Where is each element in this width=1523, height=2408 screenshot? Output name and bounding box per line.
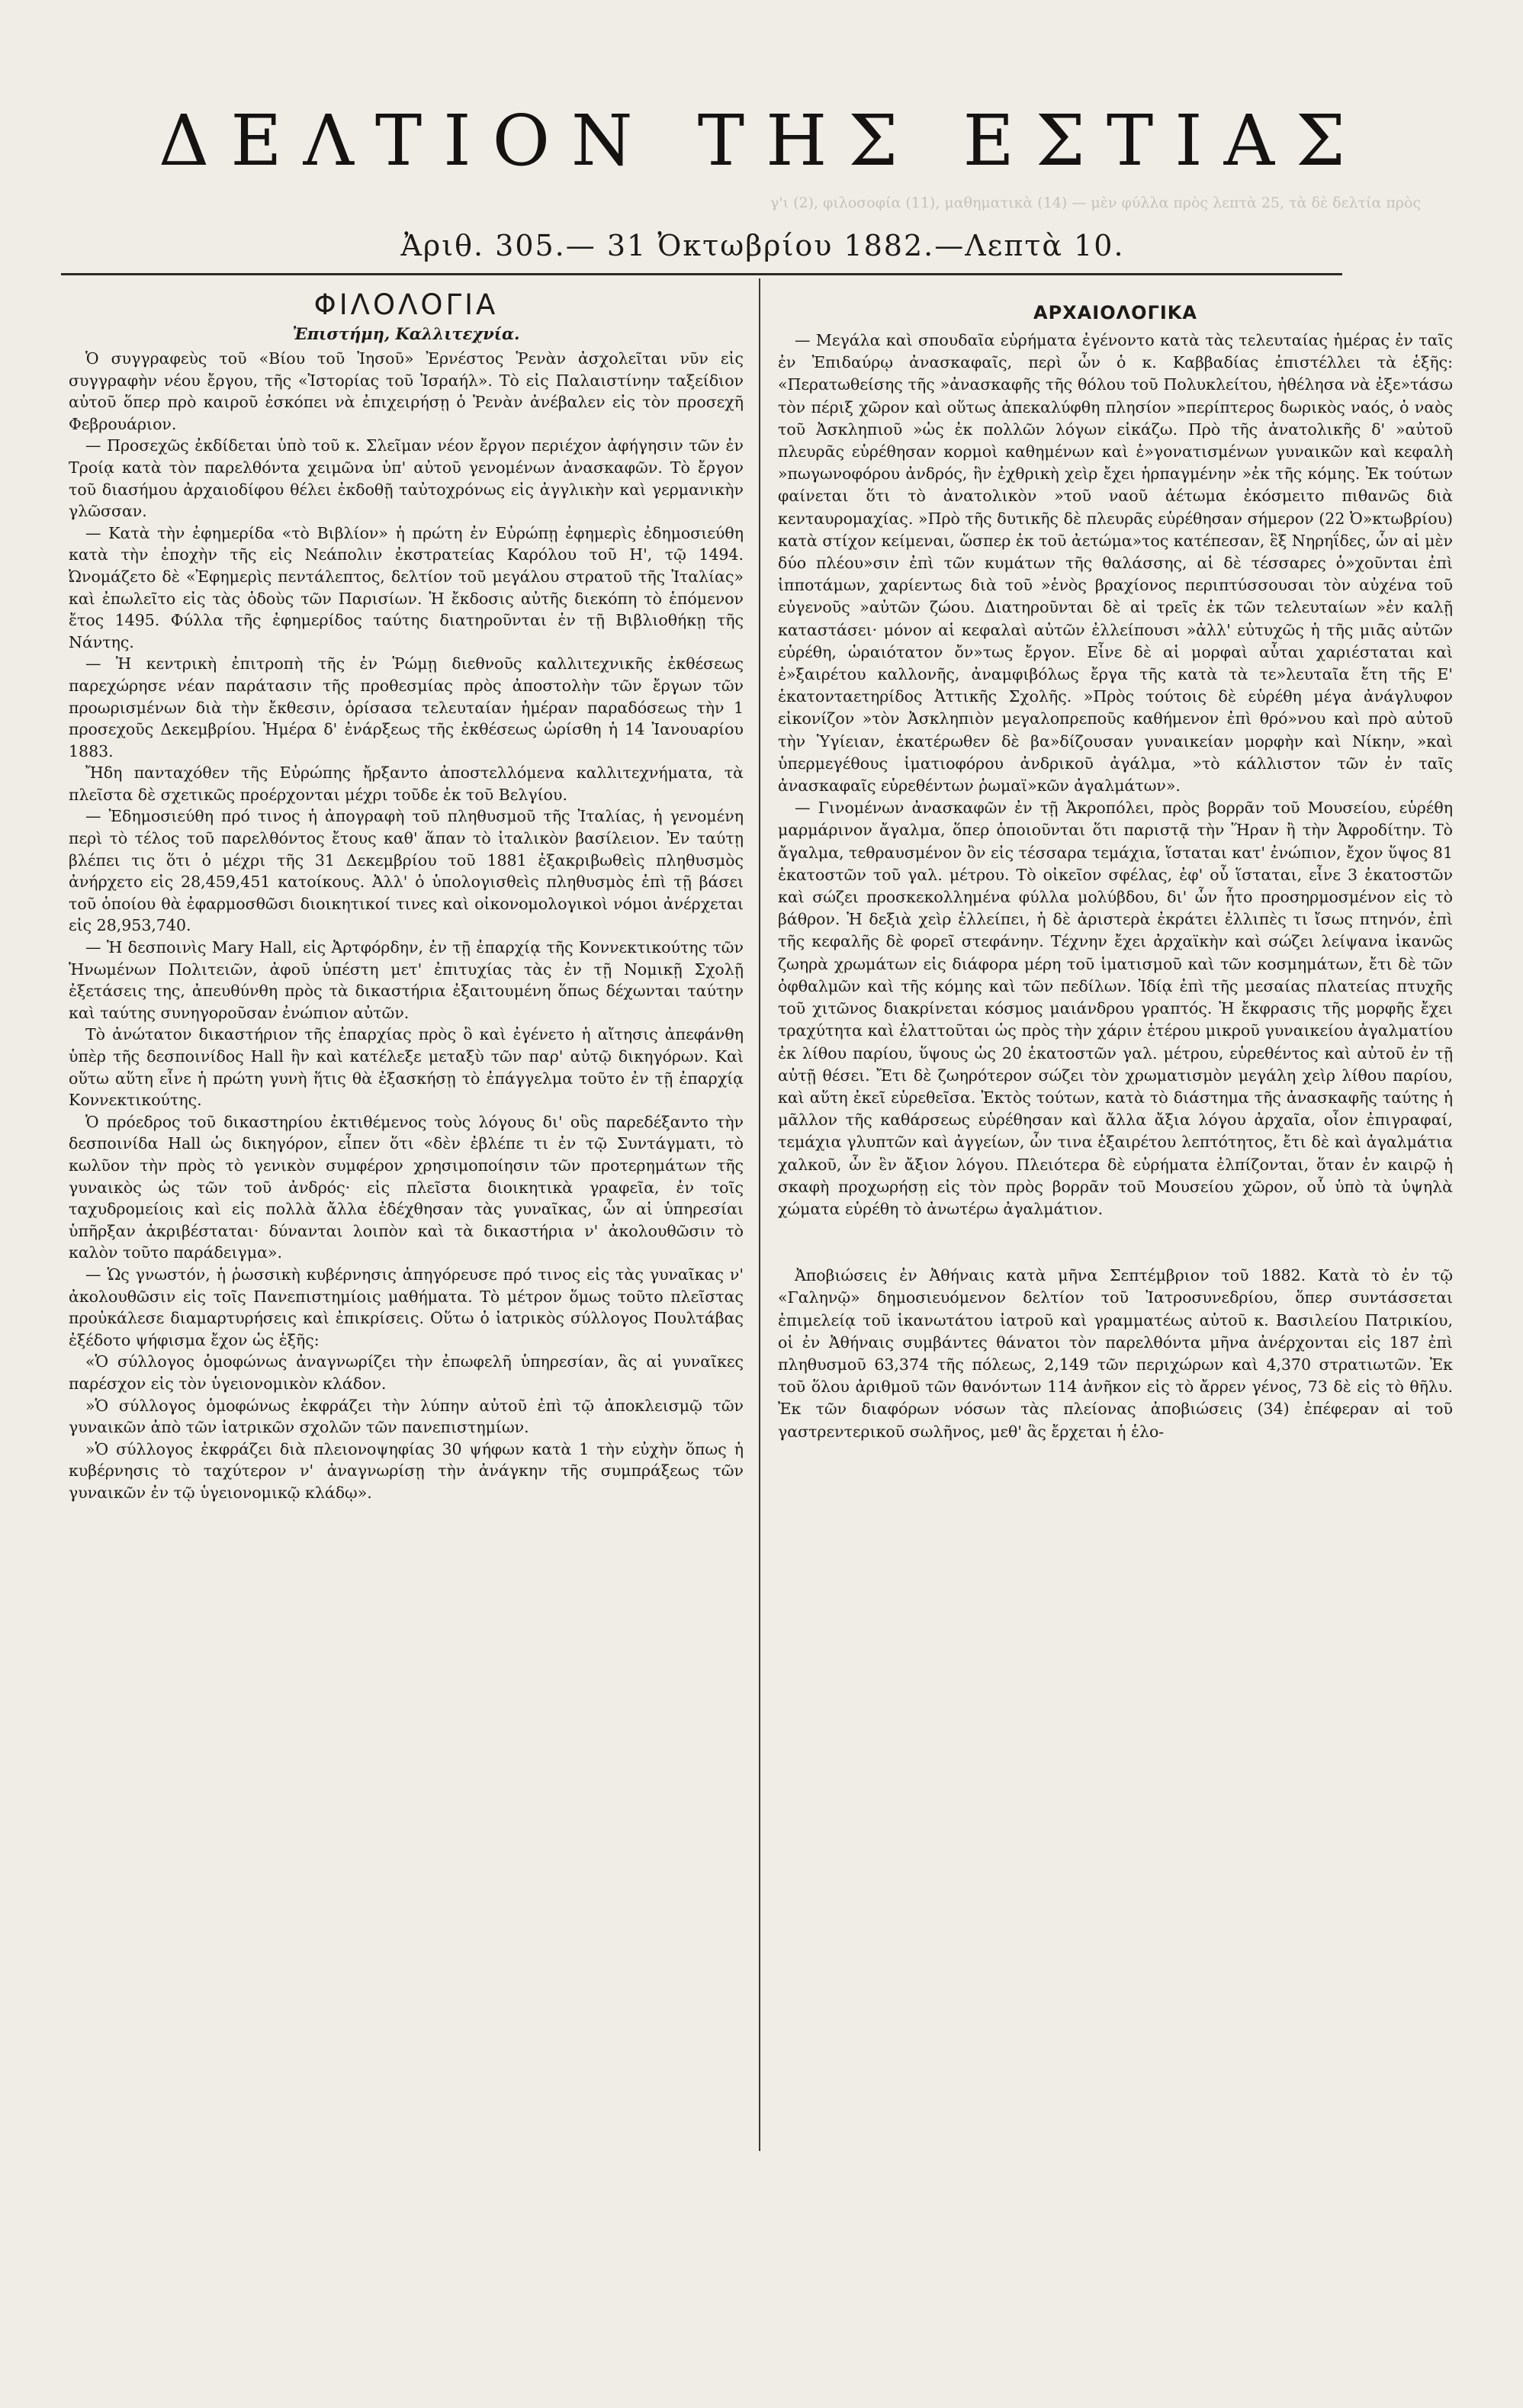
article-paragraph: — Ὡς γνωστόν, ἡ ῥωσσικὴ κυβέρνησις ἀπηγόρευσε πρό τινος εἰς τὰς γυναῖκας ν' ἀκολουθῶσιν εἰς τοῖς Πανεπιστημίοις μαθήματα. Τὸ μέτρον ὅμως τοῦτο πλεῖστας προὐκάλεσε διαμαρτυρήσεις καὶ ἐπικρίσεις. Οὕτω ὁ ἰατρικὸς σύλλογος Πουλτάβας ἐξέδοτο ψήφισμα ἔχον ὡς ἑξῆς: (69, 1265, 744, 1349)
article-paragraph: Ὁ πρόεδρος τοῦ δικαστηρίου ἐκτιθέμενος τοὺς λόγους δι' οὓς παρεδέξαντο τὴν δεσποινίδα Hall ὡς δικηγόρον, εἶπεν ὅτι «δὲν ἐβλέπε τι ἐν τῷ Συντάγματι, τὸ κωλῦον τὴν πρὸς τὸ γενικὸν συμφέρον χρησιμοποίησιν τῶν προτερημάτων τῆς γυναικὸς ὡς τῶν τοῦ ἀνδρός· εἰς πλεῖστα διοικητικὰ γραφεῖα, ἐν τοῖς ταχυδρομείοις καὶ εἰς πολλὰ ἄλλα ἐδέχθησαν τὰς γυναῖκας, ὧν αἱ ὑπηρεσίαι ὑπῆρξαν ἀκριβέσταται· δύνανται λοιπὸν καὶ τὰ δικαστήρια ν' ἀκολουθῶσιν τὸ καλὸν τοῦτο παράδειγμα». (69, 1112, 744, 1262)
article-paragraph-deaths: Ἀποβιώσεις ἐν Ἀθήναις κατὰ μῆνα Σεπτέμβριον τοῦ 1882. Κατὰ τὸ ἐν τῷ «Γαληνῷ» δημοσιευόμενον δελτίον τοῦ Ἰατροσυνεδρίου, ὅπερ συντάσσεται ἐπιμελείᾳ τοῦ ἱκανωτάτου ἰατροῦ καὶ γραμματέως αὐτοῦ κ. Βασιλείου Πατρικίου, οἱ ἐν Ἀθήναις συμβάντες θάνατοι τὸν παρελθόντα μῆνα ἀνέρχονται εἰς 187 ἐπὶ πληθυσμοῦ 63,374 τῆς πόλεως, 2,149 τῶν περιχώρων καὶ 4,370 στρατιωτῶν. Ἐκ τοῦ ὅλου ἀριθμοῦ τῶν θανόντων 114 ἀνῆκον εἰς τὸ ἄρρεν γένος, 73 δὲ εἰς τὸ θῆλυ. Ἐκ τῶν διαφόρων νόσων τὰς πλείονας ἀποβιώσεις (34) ἐπέφεραν αἱ τοῦ γαστρεντερικοῦ σωλῆνος, μεθ' ἃς ἔρχεται ἡ ἑλο- (778, 1266, 1453, 1441)
resolution-quote: »Ὁ σύλλογος ὁμοφώνως ἐκφράζει τὴν λύπην αὐτοῦ ἐπὶ τῷ ἀποκλεισμῷ τῶν γυναικῶν ἀπὸ τῶν ἰατρικῶν σχολῶν τῶν πανεπιστημίων. (69, 1396, 744, 1437)
section-title-archaeology: ΑΡΧΑΙΟΛΟΓΙΚΑ (1033, 302, 1197, 323)
article-paragraph: — Ἡ δεσποινὶς Mary Hall, εἰς Ἀρτφόρδην, ἐν τῇ ἐπαρχίᾳ τῆς Κοννεκτικούτης τῶν Ἡνωμένων Πολιτειῶν, ἀφοῦ ὑπέστη μετ' ἐπιτυχίας τὰς ἐν τῇ Νομικῇ Σχολῇ ἐξετάσεις της, ἀπευθύνθη πρὸς τὰ δικαστήρια ἐξαιτουμένη ὅπως δέχωνται ταύτην καὶ ταύτης συνηγοροῦσαν ἐνώπιον αὐτῶν. (69, 938, 744, 1022)
article-paragraph: — Ἐδημοσιεύθη πρό τινος ἡ ἀπογραφὴ τοῦ πληθυσμοῦ τῆς Ἰταλίας, ἡ γενομένη περὶ τὸ τέλος τοῦ παρελθόντος ἔτους καθ' ἅπαν τὸ ἰταλικὸν βασίλειον. Ἐν ταύτῃ βλέπει τις ὅτι ὁ μέχρι τῆς 31 Δεκεμβρίου τοῦ 1881 ἐξακριβωθεὶς πληθυσμὸς ἀνήρχετο εἰς 28,459,451 κατοίκους. Ἀλλ' ὁ ὑπολογισθεὶς πληθυσμὸς ἐπὶ τῇ βάσει τοῦ ὁποίου θὰ ἐφαρμοσθῶσι διοικητικοί τινες καὶ οἰκονομολογικοὶ νόμοι ἀνέρχεται εἰς 28,953,740. (69, 807, 744, 935)
show-through-text: γ'ɩ (2), φιλοσοφία (11), μαθηματικὰ (14) — μὲν φύλλα πρὸς λεπτὰ 25, τὰ δὲ δελτία πρὸς (770, 195, 1422, 211)
article-paragraph: — Προσεχῶς ἐκδίδεται ὑπὸ τοῦ κ. Σλεῖμαν νέον ἔργον περιέχον ἀφήγησιν τῶν ἐν Τροίᾳ κατὰ τὸν παρελθόντα χειμῶνα ὑπ' αὐτοῦ γενομένων ἀνασκαφῶν. Τὸ ἔργον τοῦ διασήμου ἀρχαιοδίφου θέλει ἐκδοθῇ ταὐτοχρόνως εἰς ἀγγλικὴν καὶ γερμανικὴν γλῶσσαν. (69, 436, 744, 521)
issue-line: Ἀριθ. 305.— 31 Ὀκτωβρίου 1882.—Λεπτὰ 10. (400, 229, 1125, 262)
column-divider (759, 278, 760, 2151)
resolution-quote: «Ὁ σύλλογος ὁμοφώνως ἀναγνωρίζει τὴν ἐπωφελῆ ὑπηρεσίαν, ἃς αἱ γυναῖκες παρέσχον εἰς τὸν ὑγειονομικὸν κλάδον. (69, 1352, 744, 1393)
subsection-title: Ἐπιστήμη, Καλλιτεχνία. (292, 324, 520, 343)
masthead-title: ΔΕΛΤΙΟΝ ΤΗΣ ΕΣΤΙΑΣ (158, 100, 1367, 182)
article-paragraph: Ὁ συγγραφεὺς τοῦ «Βίου τοῦ Ἰησοῦ» Ἐρνέστος Ῥενὰν ἀσχολεῖται νῦν εἰς συγγραφὴν νέου ἔργου, τῆς «Ἱστορίας τοῦ Ἰσραήλ». Τὸ εἰς Παλαιστίνην ταξείδιον αὐτοῦ ὅπερ πρὸ καιροῦ ἐσκόπει νὰ ἐπιχειρήσῃ ὁ Ῥενὰν ἀνέβαλεν εἰς τὸν προσεχῆ Φεβρουάριον. (69, 349, 744, 433)
section-title-philology: ΦΙΛΟΛΟΓΙΑ (313, 288, 499, 321)
left-column (69, 288, 744, 1503)
header-rule (61, 273, 1342, 275)
article-paragraph: — Κατὰ τὴν ἐφημερίδα «τὸ Βιβλίον» ἡ πρώτη ἐν Εὐρώπῃ ἐφημερὶς ἐδημοσιεύθη κατὰ τὴν ἐποχὴν τῆς εἰς Νεάπολιν ἐκστρατείας Καρόλου τοῦ Η', τῷ 1494. Ὠνομάζετο δὲ «Ἐφημερὶς πεντάλεπτος, δελτίον τοῦ μεγάλου στρατοῦ τῆς Ἰταλίας» καὶ ἐπωλεῖτο εἰς τὰς ὁδοὺς τῶν Παρισίων. Ἡ ἔκδοσις αὐτῆς διεκόπη τὸ ἑπόμενον ἔτος 1495. Φύλλα τῆς ἐφημερίδος ταύτης διατηροῦνται ἐν τῇ Βιβλιοθήκῃ τῆς Νάντης. (69, 523, 744, 651)
resolution-quote: »Ὁ σύλλογος ἐκφράζει διὰ πλειονοψηφίας 30 ψήφων κατὰ 1 τὴν εὐχὴν ὅπως ἡ κυβέρνησις τὸ ταχύτερον ν' ἀναγνωρίσῃ τὴν ἀνάγκην τῆς συμπράξεως τῶν γυναικῶν ἐν τῷ ὑγειονομικῷ κλάδῳ». (69, 1439, 744, 1502)
article-paragraph: — Γινομένων ἀνασκαφῶν ἐν τῇ Ἀκροπόλει, πρὸς βορρᾶν τοῦ Μουσείου, εὑρέθη μαρμάρινον ἄγαλμα, ὅπερ ὁποιοῦνται ὅτι παριστᾷ τὴν Ἥραν ἢ τὴν Ἀφροδίτην. Τὸ ἄγαλμα, τεθραυσμένον ὂν εἰς τέσσαρα τεμάχια, ἵσταται κατ' ἐνώπιον, ἔχον ὕψος 81 ἑκατοστῶν τοῦ γαλ. μέτρου. Τὸ οἰκεῖον σφέλας, ἐφ' οὗ ἵσταται, εἶνε 3 ἑκατοστῶν καὶ σώζει προσκεκολλημένα φύλλα μολύβδου, δι' ὧν ἦτο προσηρμοσμένον εἰς τὸ βάθρον. Ἡ δεξιὰ χεὶρ ἐλλείπει, ἡ δὲ ἀριστερὰ ἐκράτει ἐλλιπὲς τι ἴσως πτηνόν, ἐπὶ τῆς κεφαλῆς δὲ φορεῖ στεφάνην. Τέχνην ἔχει ἀρχαϊκὴν καὶ σώζει λείψανα ἱκανῶς ζωηρὰ χρωμάτων εἰς διάφορα μέρη τοῦ ἱματισμοῦ καὶ τῶν κοσμημάτων, ἔτι δὲ τῶν ὀφθαλμῶν καὶ τῆς κόμης καὶ τῶν πεδίλων. Ἰδίᾳ ἐπὶ τῆς μεσαίας πλατείας πτυχῆς τοῦ χιτῶνος διακρίνεται κόσμος μαιάνδρου γραπτός. Ἡ ἔκφρασις τῆς μορφῆς ἔχει τραχύτητα καὶ ἐλαττοῦται ὡς πρὸς τὴν χάριν ἑτέρου μικροῦ γυναικείου ἀγαλματίου ἐκ λίθου παρίου, ὕψους ὡς 20 ἑκατοστῶν γαλ. μέτρου, εὑρεθέντος καὶ αὐτοῦ ἐν τῇ αὐτῇ θέσει. Ἔτι δὲ ζωηρότερον σώζει τὸν χρωματισμὸν μεγάλη χεὶρ λίθου παρίου, καὶ αὕτη ἐκεῖ εὑρεθεῖσα. Ἐκτὸς τούτων, κατὰ τὸ διάστημα τῆς ἀνασκαφῆς ταύτης ἡ μᾶλλον τῆς καθάρσεως εὑρέθησαν καὶ ἄλλα ἄξια λόγου ἀρχαῖα, οἷον ἐπιγραφαί, τεμάχια γλυπτῶν καὶ ἀγγείων, ὧν τινα ἐξαιρέτου λεπτότητος, ἔτι δὲ καὶ ἀγαλμάτια χαλκοῦ, ὧν ἓν ἄξιον λόγου. Πλειότερα δὲ εὑρήματα ἐλπίζονται, ὅταν ἐν καιρῷ ἡ σκαφὴ προχωρήσῃ εἰς τὸν πρὸς βορρᾶν τοῦ Μουσείου χῶρον, οὗ ὑπὸ τὰ ὑψηλὰ χώματα εὑρέθη τὸ ἀνωτέρω ἀγαλμάτιον. (778, 799, 1453, 1218)
article-paragraph: Τὸ ἀνώτατον δικαστήριον τῆς ἐπαρχίας πρὸς ὃ καὶ ἐγένετο ἡ αἴτησις ἀπεφάνθη ὑπὲρ τῆς δεσποινίδος Hall ἣν καὶ κατέλεξε μεταξὺ τῶν παρ' αὐτῷ δικηγόρων. Καὶ οὕτω αὕτη εἶνε ἡ πρώτη γυνὴ ἥτις θὰ ἐξασκήσῃ τὸ ἐπάγγελμα τοῦτο ἐν τῇ ἐπαρχίᾳ Κοννεκτικούτης. (69, 1025, 744, 1110)
article-paragraph: — Ἡ κεντρικὴ ἐπιτροπὴ τῆς ἐν Ῥώμῃ διεθνοῦς καλλιτεχνικῆς ἐκθέσεως παρεχώρησε νέαν παράτασιν τῆς προθεσμίας πρὸς ἀποστολὴν τῶν ἔργων τῶν προωρισμένων διὰ τὴν ἔκθεσιν, ὁρίσασα τελευταίαν ἡμέραν παραδόσεως τὴν 1 προσεχοῦς Δεκεμβρίου. Ἡμέρα δ' ἐνάρξεως τῆς ἐκθέσεως ὡρίσθη ἡ 14 Ἰανουαρίου 1883. (69, 654, 744, 760)
article-paragraph: Ἤδη πανταχόθεν τῆς Εὐρώπης ἤρξαντο ἀποστελλόμενα καλλιτεχνήματα, τὰ πλεῖστα δὲ σχετικῶς προέρχονται μέχρι τοῦδε ἐκ τοῦ Βελγίου. (69, 764, 744, 804)
right-column (778, 288, 1453, 1443)
article-paragraph: — Μεγάλα καὶ σπουδαῖα εὑρήματα ἐγένοντο κατὰ τὰς τελευταίας ἡμέρας ἐν ταῖς ἐν Ἐπιδαύρῳ ἀνασκαφαῖς, περὶ ὧν ὁ κ. Καββαδίας ἐπιστέλλει τὰ ἑξῆς: «Περατωθείσης τῆς »ἀνασκαφῆς τῆς θόλου τοῦ Πολυκλείτου, ἠθέλησα νὰ ἐξε»τάσω τὸν πέριξ χῶρον καὶ οὕτως ἀπεκαλύφθη πλησίον »περίπτερος δωρικὸς ναός, ὁ ναὸς τοῦ Ἀσκληπιοῦ »ὡς ἐκ πολλῶν λόγων εἰκάζω. Πρὸ τῆς ἀνατολικῆς δ' »αὐτοῦ πλευρᾶς εὑρέθησαν κορμοὶ καθημένων καὶ ἐ»γονατισμένων γυναικῶν καὶ κεφαλὴ »πωγωνοφόρου ἀνδρός, ἣν ἐχθρικὴ χεὶρ ἔχει ἡρπαγμένην »ἐκ τῆς κόμης. Ἐκ τούτων φαίνεται ὅτι τὸ ἀνατολικὸν »τοῦ ναοῦ ἀέτωμα ἐκόσμειτο πιθανῶς διὰ κενταυρομαχίας. »Πρὸ τῆς δυτικῆς δὲ πλευρᾶς εὑρέθησαν σήμερον (22 Ὀ»κτωβρίου) κατὰ στίχον κείμεναι, ὥσπερ ἐκ τοῦ ἀετώμα»τος κατέπεσαν, ἓξ Νηρηΐδες, ὧν αἱ μὲν δύο πλέου»σιν ἐπὶ τῶν κυμάτων τῆς θαλάσσης, αἱ δὲ τέσσαρες ὁ»χοῦνται ἐπὶ ἱπποτάμων, χαρίεντως διὰ τοῦ »ἑνὸς βραχίονος περιπτύσσουσαι τὸν αὐχένα τοῦ εὐγενοῦς »αὐτῶν ζώου. Διατηροῦνται δὲ αἱ τρεῖς ἐκ τῶν τελευταίων »ἐν καλῇ καταστάσει· μόνον αἱ κεφαλαὶ αὐτῶν ἐλλείπουσι »ἀλλ' εὐτυχῶς ἡ τῆς μιᾶς αὐτῶν εὑρέθη, ὡραιότατον ὄν»τως ἔργον. Εἶνε δὲ αἱ μορφαὶ αὗται χαριέσταται καὶ ἐ»ξαιρέτου καλλονῆς, ἀναμφιβόλως ἔργα τῆς κατὰ τὰ τε»λευταῖα ἔτη τῆς Ε' ἑκατονταετηρίδος Ἀττικῆς Σχολῆς. »Πρὸς τούτοις δὲ εὑρέθη μέγα ἀνάγλυφον εἰκονίζον »τὸν Ἀσκληπιὸν μεγαλοπρεποῦς καθήμενον ἐπὶ θρό»νου καὶ πρὸ αὐτοῦ τὴν Ὑγίειαν, ἑκατέρωθεν δὲ βα»δίζουσαν γυναικείαν μορφὴν καὶ Νίκην, »καὶ ὑπερμεγέθους ἱματιοφόρου ἀνδρικοῦ ἀγάλμα, »τὸ κάλλιστον τῶν ἐν ταῖς ἀνασκαφαῖς εὑρεθέντων ῥωμαϊ»κῶν ἀγαλμάτων». (778, 331, 1453, 796)
